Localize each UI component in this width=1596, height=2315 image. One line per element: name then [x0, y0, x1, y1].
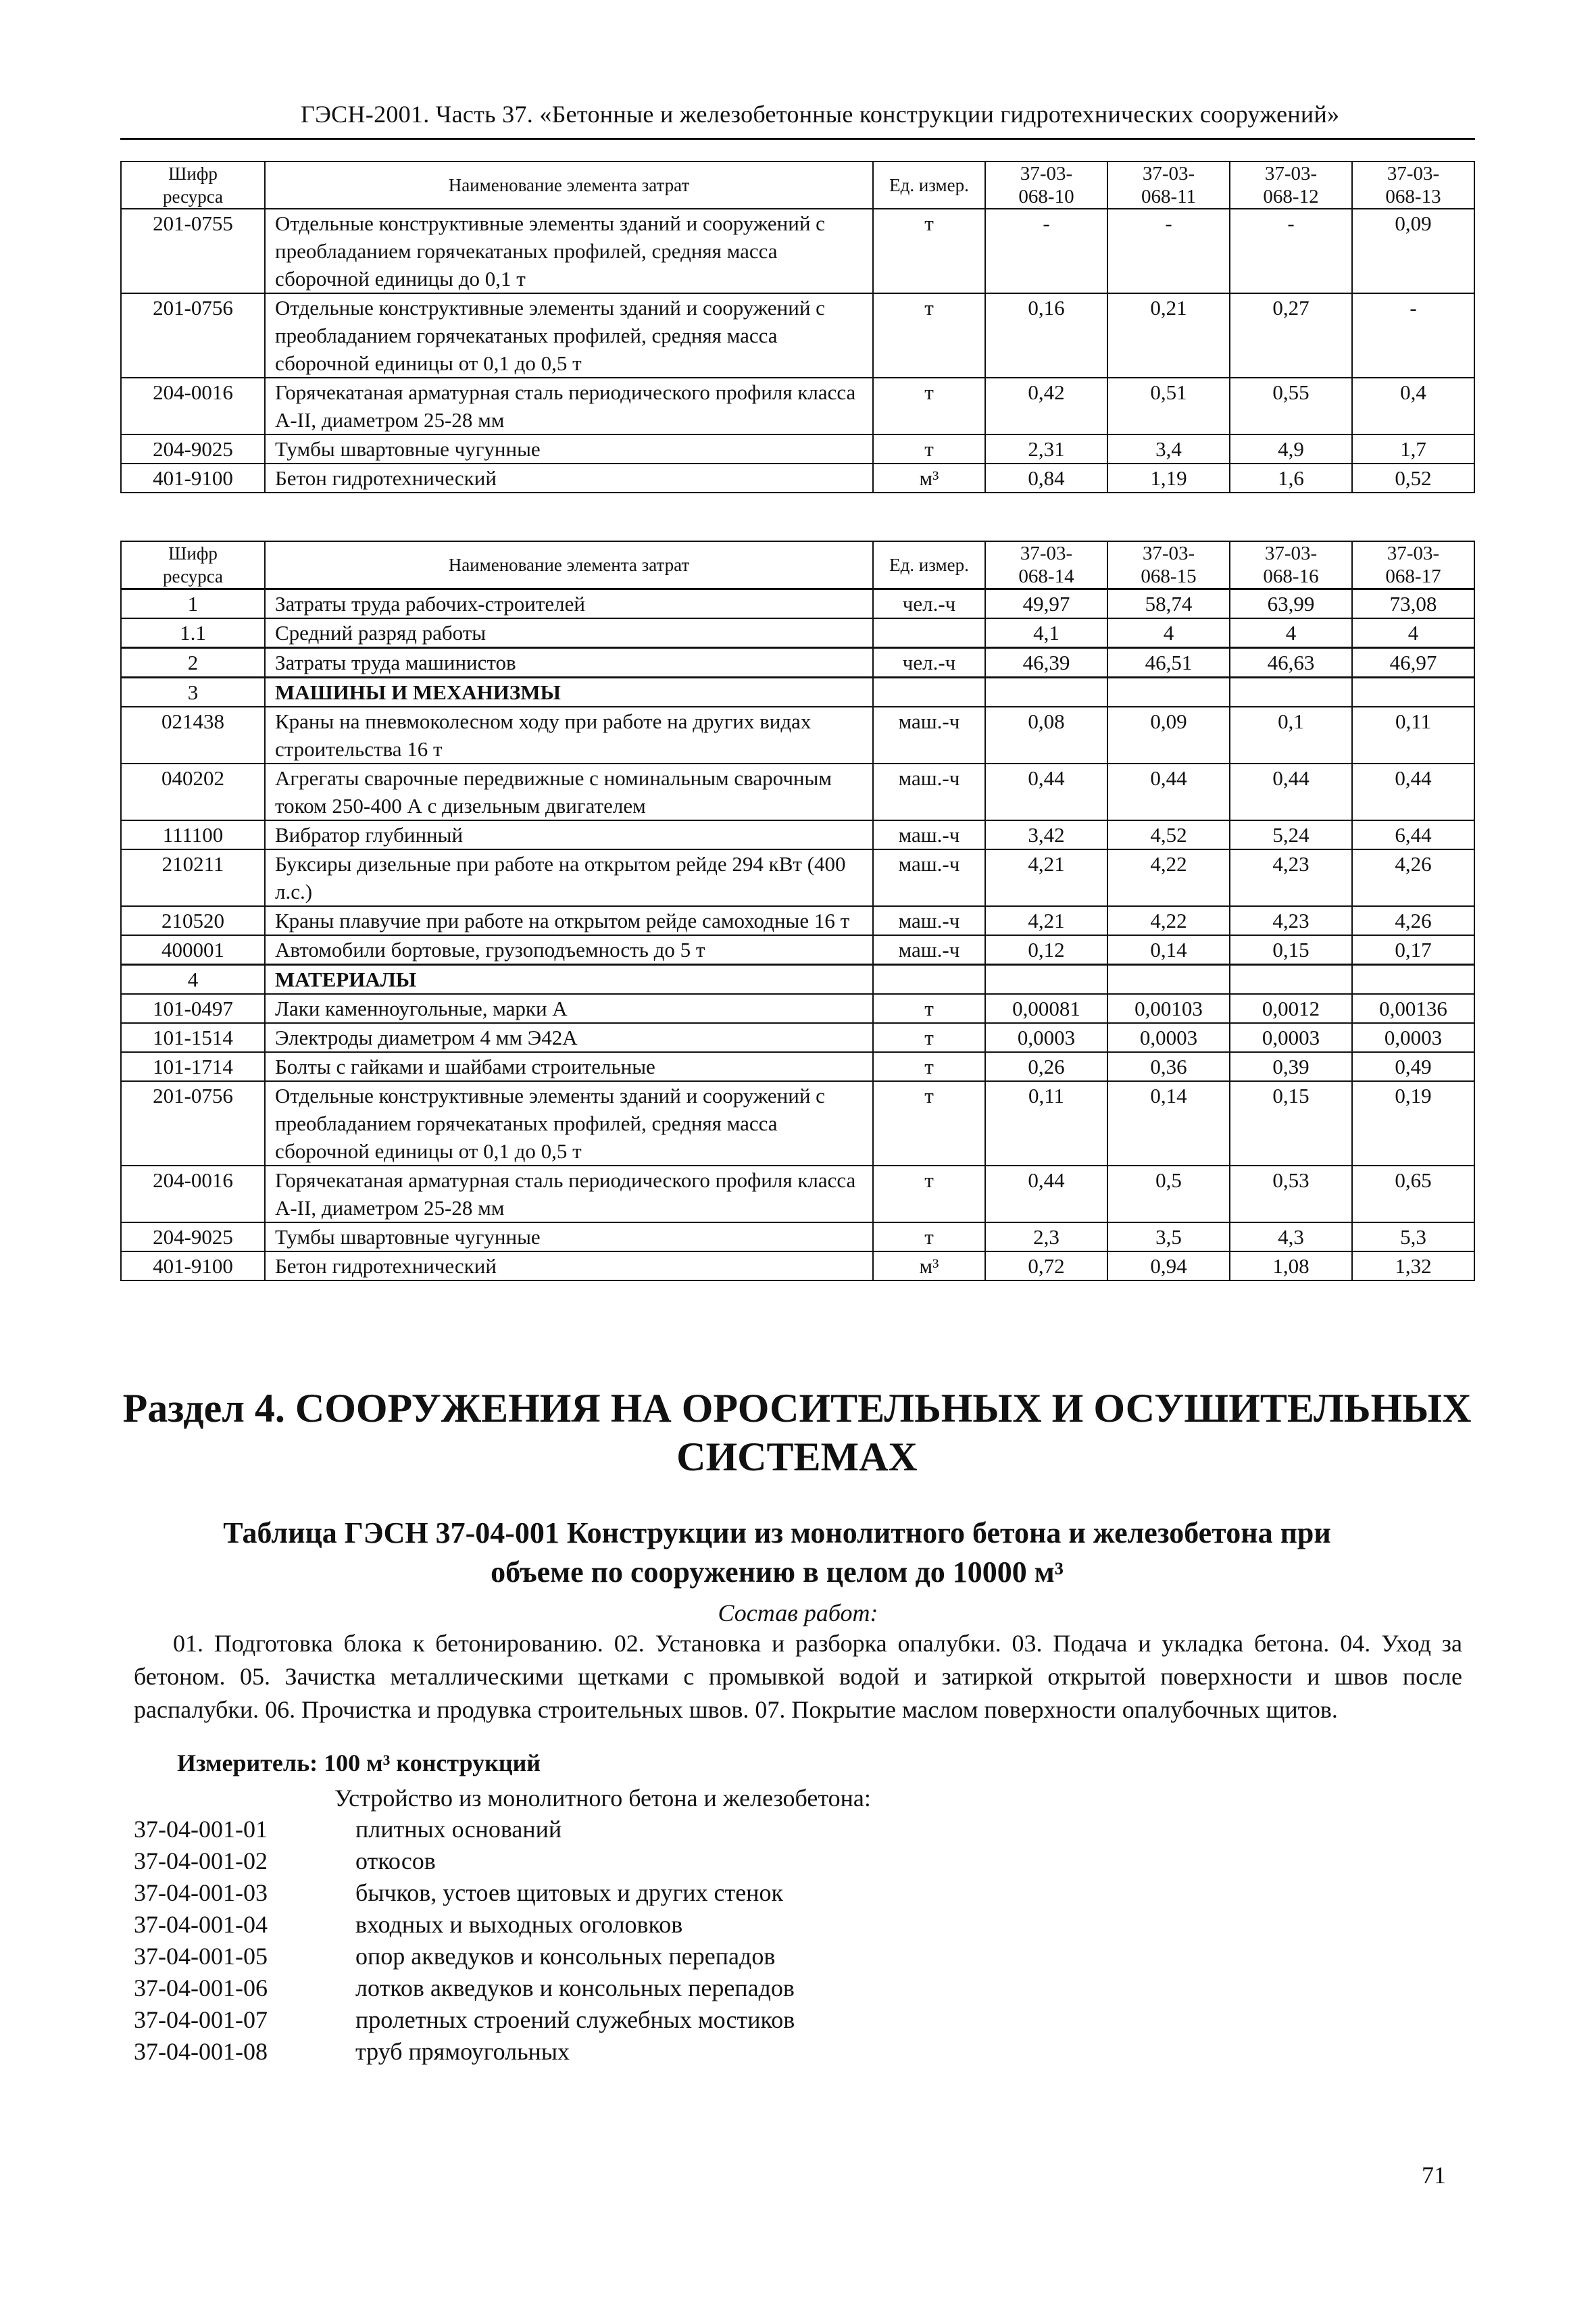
unit: т: [873, 434, 985, 464]
resource-code: 401-9100: [121, 1251, 265, 1280]
norm-value: 4,21: [985, 849, 1107, 906]
norm-value: 4,21: [985, 906, 1107, 935]
cipher-header: Шифр ресурса: [121, 161, 265, 209]
unit: т: [873, 378, 985, 434]
resource-name: Отдельные конструктивные элементы зданий и сооружений с преобладанием горячекатаных профилей, средняя масса сборочной единицы от 0,1 до 0,5 т: [265, 1081, 873, 1166]
table-row: [121, 648, 1474, 678]
norm-value: 0,09: [1352, 209, 1474, 293]
norm-value: 4: [1107, 618, 1230, 648]
norm-code-header: 37-03- 068-13: [1352, 161, 1474, 209]
norm-value: 0,55: [1230, 378, 1352, 434]
work-composition-heading: Состав работ:: [718, 1599, 878, 1626]
norm-value: [1107, 965, 1230, 995]
norm-value: 0,08: [985, 707, 1107, 764]
norm-code: 37-04-001-07: [134, 2006, 268, 2033]
norm-value: 0,00136: [1352, 994, 1474, 1023]
norm-value: 1,32: [1352, 1251, 1474, 1280]
resource-code: 210520: [121, 906, 265, 935]
resource-code: 4: [121, 965, 265, 995]
table-body: [121, 209, 1474, 493]
norm-value: 0,5: [1107, 1166, 1230, 1222]
table-title-line: Таблица ГЭСН 37-04-001 Конструкции из монолитного бетона и железобетона при: [223, 1516, 1331, 1549]
norm-value: 46,97: [1352, 648, 1474, 678]
resource-name: Бетон гидротехнический: [265, 464, 873, 493]
resource-code: 111100: [121, 820, 265, 849]
norm-label: плитных оснований: [355, 1816, 562, 1843]
resource-code: 101-0497: [121, 994, 265, 1023]
unit: чел.-ч: [873, 589, 985, 619]
norm-value: 1,7: [1352, 434, 1474, 464]
norm-value: [1230, 678, 1352, 707]
norm-value: 0,16: [985, 293, 1107, 378]
norm-code-header: 37-03- 068-16: [1230, 541, 1352, 589]
norm-value: 0,44: [1107, 764, 1230, 820]
table-row: [121, 820, 1474, 849]
resource-name: Горячекатаная арматурная сталь периодического профиля класса А-II, диаметром 25-28 мм: [265, 378, 873, 434]
norm-value: 2,3: [985, 1222, 1107, 1251]
resource-name: Отдельные конструктивные элементы зданий и сооружений с преобладанием горячекатаных профилей, средняя масса сборочной единицы от 0,1 до 0,5 т: [265, 293, 873, 378]
resource-code: 210211: [121, 849, 265, 906]
norm-value: 0,44: [1230, 764, 1352, 820]
resource-code: 204-0016: [121, 378, 265, 434]
unit: маш.-ч: [873, 707, 985, 764]
norm-value: 46,39: [985, 648, 1107, 678]
norm-value: 4,26: [1352, 849, 1474, 906]
norm-value: 0,11: [985, 1081, 1107, 1166]
resource-code: 401-9100: [121, 464, 265, 493]
norm-value: [1352, 678, 1474, 707]
norm-value: 0,0012: [1230, 994, 1352, 1023]
resource-name: Отдельные конструктивные элементы зданий и сооружений с преобладанием горячекатаных профилей, средняя масса сборочной единицы до 0,1 т: [265, 209, 873, 293]
norm-code-header: 37-03- 068-11: [1107, 161, 1230, 209]
table-row: [121, 1166, 1474, 1222]
norm-label: труб прямоугольных: [355, 2038, 570, 2065]
norm-code: 37-04-001-08: [134, 2038, 268, 2065]
norm-value: 0,44: [985, 1166, 1107, 1222]
norm-value: -: [1352, 293, 1474, 378]
norm-value: [1107, 678, 1230, 707]
list-item: [134, 1814, 795, 1845]
norm-value: 6,44: [1352, 820, 1474, 849]
norm-code-header: 37-03- 068-10: [985, 161, 1107, 209]
resource-name: Затраты труда рабочих-строителей: [265, 589, 873, 619]
norm-value: 1,19: [1107, 464, 1230, 493]
norm-value: 0,53: [1230, 1166, 1352, 1222]
norm-value: 0,00103: [1107, 994, 1230, 1023]
norm-code: 37-04-001-01: [134, 1816, 268, 1843]
norm-value: 3,4: [1107, 434, 1230, 464]
norm-value: 4,23: [1230, 849, 1352, 906]
norm-value: 0,27: [1230, 293, 1352, 378]
norm-value: 0,52: [1352, 464, 1474, 493]
resource-name: Вибратор глубинный: [265, 820, 873, 849]
norm-value: 0,09: [1107, 707, 1230, 764]
table-row: [121, 764, 1474, 820]
table-row: [121, 434, 1474, 464]
norm-value: [1230, 965, 1352, 995]
resource-code: 2: [121, 648, 265, 678]
resource-name: Краны на пневмоколесном ходу при работе на других видах строительства 16 т: [265, 707, 873, 764]
unit: т: [873, 1023, 985, 1052]
norm-value: 0,65: [1352, 1166, 1474, 1222]
norm-value: 1,08: [1230, 1251, 1352, 1280]
table-row: [121, 935, 1474, 965]
norm-value: 0,0003: [985, 1023, 1107, 1052]
resource-code: 040202: [121, 764, 265, 820]
norm-value: 0,0003: [1107, 1023, 1230, 1052]
unit: [873, 965, 985, 995]
norm-value: 49,97: [985, 589, 1107, 619]
resource-name: Тумбы швартовные чугунные: [265, 434, 873, 464]
norm-label: бычков, устоев щитовых и других стенок: [355, 1879, 783, 1906]
norm-code-header: 37-03- 068-17: [1352, 541, 1474, 589]
norm-value: 5,24: [1230, 820, 1352, 849]
table-row: [121, 906, 1474, 935]
norm-value: -: [985, 209, 1107, 293]
resource-name: Средний разряд работы: [265, 618, 873, 648]
unit: маш.-ч: [873, 935, 985, 965]
list-item: [134, 1877, 795, 1909]
norm-value: -: [1107, 209, 1230, 293]
table-row: [121, 618, 1474, 648]
unit: маш.-ч: [873, 849, 985, 906]
resource-name: Болты с гайками и шайбами строительные: [265, 1052, 873, 1081]
norm-code-header: 37-03- 068-15: [1107, 541, 1230, 589]
unit: т: [873, 1081, 985, 1166]
norm-value: 0,11: [1352, 707, 1474, 764]
norm-value: 2,31: [985, 434, 1107, 464]
list-item: [134, 1941, 795, 1972]
norm-value: 0,15: [1230, 1081, 1352, 1166]
norm-value: -: [1230, 209, 1352, 293]
device-intro: Устройство из монолитного бетона и железобетона:: [334, 1785, 871, 1812]
unit: т: [873, 1166, 985, 1222]
resource-code: 1: [121, 589, 265, 619]
section-title: Раздел 4. СООРУЖЕНИЯ НА ОРОСИТЕЛЬНЫХ И ОСУШИТЕЛЬНЫХ СИСТЕМАХ: [122, 1386, 1472, 1479]
norm-value: 3,42: [985, 820, 1107, 849]
norm-code-list: [134, 1814, 795, 2068]
resource-code: 101-1514: [121, 1023, 265, 1052]
unit: т: [873, 1052, 985, 1081]
norm-value: 46,63: [1230, 648, 1352, 678]
unit-header: Ед. измер.: [873, 541, 985, 589]
measurement-unit: Измеритель: 100 м³ конструкций: [177, 1749, 541, 1776]
unit-header: Ед. измер.: [873, 161, 985, 209]
unit: [873, 678, 985, 707]
norm-label: пролетных строений служебных мостиков: [355, 2006, 795, 2033]
norm-value: 0,72: [985, 1251, 1107, 1280]
norm-value: 46,51: [1107, 648, 1230, 678]
table-header-row: [121, 541, 1474, 589]
table-row: [121, 464, 1474, 493]
unit: м³: [873, 464, 985, 493]
resource-code: 204-9025: [121, 1222, 265, 1251]
table-title: [135, 1514, 1419, 1592]
norm-value: 0,51: [1107, 378, 1230, 434]
list-item: [134, 1845, 795, 1877]
name-header: Наименование элемента затрат: [265, 541, 873, 589]
norm-value: 0,36: [1107, 1052, 1230, 1081]
norm-value: 0,39: [1230, 1052, 1352, 1081]
resource-code: 101-1714: [121, 1052, 265, 1081]
norm-value: 0,1: [1230, 707, 1352, 764]
list-item: [134, 2004, 795, 2036]
resource-name: Тумбы швартовные чугунные: [265, 1222, 873, 1251]
table-row: [121, 994, 1474, 1023]
norm-code-header: 37-03- 068-14: [985, 541, 1107, 589]
norm-value: 0,14: [1107, 935, 1230, 965]
norm-value: 4,22: [1107, 906, 1230, 935]
name-header: Наименование элемента затрат: [265, 161, 873, 209]
norm-value: 4,22: [1107, 849, 1230, 906]
table-row: [121, 1222, 1474, 1251]
resource-name: МАШИНЫ И МЕХАНИЗМЫ: [265, 678, 873, 707]
table-body: [121, 589, 1474, 1281]
norm-value: 4: [1352, 618, 1474, 648]
table-row: [121, 1251, 1474, 1280]
resource-name: Электроды диаметром 4 мм Э42А: [265, 1023, 873, 1052]
list-item: [134, 1972, 795, 2004]
norm-value: 0,17: [1352, 935, 1474, 965]
norm-value: 0,14: [1107, 1081, 1230, 1166]
header-rule: [120, 138, 1475, 140]
resource-name: Бетон гидротехнический: [265, 1251, 873, 1280]
norm-code: 37-04-001-04: [134, 1911, 268, 1938]
norm-value: 0,19: [1352, 1081, 1474, 1166]
norm-value: 0,26: [985, 1052, 1107, 1081]
table-row: [121, 293, 1474, 378]
resource-code: 201-0756: [121, 293, 265, 378]
norm-value: 4,23: [1230, 906, 1352, 935]
norm-value: 4,1: [985, 618, 1107, 648]
table-row: [121, 1052, 1474, 1081]
resource-name: Лаки каменноугольные, марки А: [265, 994, 873, 1023]
norm-label: лотков акведуков и консольных перепадов: [355, 1974, 795, 2001]
norm-value: 0,00081: [985, 994, 1107, 1023]
list-item: [134, 1909, 795, 1941]
norm-value: 0,4: [1352, 378, 1474, 434]
resource-name: Автомобили бортовые, грузоподъемность до 5 т: [265, 935, 873, 965]
resource-code: 400001: [121, 935, 265, 965]
unit: маш.-ч: [873, 820, 985, 849]
resource-code: 204-0016: [121, 1166, 265, 1222]
resource-name: Агрегаты сварочные передвижные с номинальным сварочным током 250-400 А с дизельным двигателем: [265, 764, 873, 820]
norm-value: 3,5: [1107, 1222, 1230, 1251]
resource-name: Горячекатаная арматурная сталь периодического профиля класса А-II, диаметром 25-28 мм: [265, 1166, 873, 1222]
norm-label: опор акведуков и консольных перепадов: [355, 1943, 776, 1970]
table-title-line: объеме по сооружению в целом до 10000 м³: [491, 1555, 1064, 1589]
norm-label: откосов: [355, 1847, 436, 1874]
norm-value: [1352, 965, 1474, 995]
unit: маш.-ч: [873, 906, 985, 935]
norm-value: 5,3: [1352, 1222, 1474, 1251]
resource-name: МАТЕРИАЛЫ: [265, 965, 873, 995]
unit: м³: [873, 1251, 985, 1280]
norm-value: 0,21: [1107, 293, 1230, 378]
unit: чел.-ч: [873, 648, 985, 678]
table-row: [121, 1023, 1474, 1052]
resource-code: 1.1: [121, 618, 265, 648]
resource-code: 021438: [121, 707, 265, 764]
norm-value: 0,42: [985, 378, 1107, 434]
norm-code-header: 37-03- 068-12: [1230, 161, 1352, 209]
unit: т: [873, 1222, 985, 1251]
resource-code: 201-0756: [121, 1081, 265, 1166]
table-row: [121, 209, 1474, 293]
norm-value: 0,84: [985, 464, 1107, 493]
unit: [873, 618, 985, 648]
norm-code: 37-04-001-05: [134, 1943, 268, 1970]
unit: т: [873, 293, 985, 378]
list-item: [134, 2036, 795, 2068]
resources-table-2: [120, 541, 1475, 1281]
norm-value: [985, 678, 1107, 707]
section-row: [121, 965, 1474, 995]
norm-value: 4: [1230, 618, 1352, 648]
unit: т: [873, 209, 985, 293]
norm-value: 0,49: [1352, 1052, 1474, 1081]
page-header: ГЭСН-2001. Часть 37. «Бетонные и железобетонные конструкции гидротехнических сооружений»: [301, 101, 1340, 128]
table-row: [121, 1081, 1474, 1166]
resource-code: 3: [121, 678, 265, 707]
norm-value: 0,15: [1230, 935, 1352, 965]
unit: т: [873, 994, 985, 1023]
resource-name: Краны плавучие при работе на открытом рейде самоходные 16 т: [265, 906, 873, 935]
resource-code: 204-9025: [121, 434, 265, 464]
resource-code: 201-0755: [121, 209, 265, 293]
section-row: [121, 678, 1474, 707]
norm-value: [985, 965, 1107, 995]
table-row: [121, 849, 1474, 906]
table-row: [121, 707, 1474, 764]
norm-value: 4,52: [1107, 820, 1230, 849]
norm-value: 73,08: [1352, 589, 1474, 619]
norm-value: 0,94: [1107, 1251, 1230, 1280]
norm-code: 37-04-001-03: [134, 1879, 268, 1906]
table-row: [121, 589, 1474, 619]
resource-name: Буксиры дизельные при работе на открытом рейде 294 кВт (400 л.с.): [265, 849, 873, 906]
norm-value: 0,0003: [1352, 1023, 1474, 1052]
resource-name: Затраты труда машинистов: [265, 648, 873, 678]
norm-value: 4,9: [1230, 434, 1352, 464]
norm-label: входных и выходных оголовков: [355, 1911, 683, 1938]
norm-value: 63,99: [1230, 589, 1352, 619]
norm-value: 4,26: [1352, 906, 1474, 935]
table-header-row: [121, 161, 1474, 209]
page-number: 71: [1422, 2162, 1446, 2189]
unit: маш.-ч: [873, 764, 985, 820]
work-composition-text: 01. Подготовка блока к бетонированию. 02. Установка и разборка опалубки. 03. Подача и укладка бетона. 04. Уход за бетоном. 05. Зачистка металлическими щетками с промывкой водой и затиркой открытой поверхности и швов после распалубки. 06. Прочистка и продувка строительных швов. 07. Покрытие маслом поверхности опалубочных щитов.: [134, 1630, 1462, 1723]
norm-value: 0,0003: [1230, 1023, 1352, 1052]
table-row: [121, 378, 1474, 434]
norm-value: 4,3: [1230, 1222, 1352, 1251]
cipher-header: Шифр ресурса: [121, 541, 265, 589]
norm-code: 37-04-001-02: [134, 1847, 268, 1874]
norm-value: 0,44: [1352, 764, 1474, 820]
norm-value: 0,44: [985, 764, 1107, 820]
norm-value: 0,12: [985, 935, 1107, 965]
norm-code: 37-04-001-06: [134, 1974, 268, 2001]
resources-table-1: [120, 161, 1475, 493]
norm-value: 58,74: [1107, 589, 1230, 619]
norm-value: 1,6: [1230, 464, 1352, 493]
